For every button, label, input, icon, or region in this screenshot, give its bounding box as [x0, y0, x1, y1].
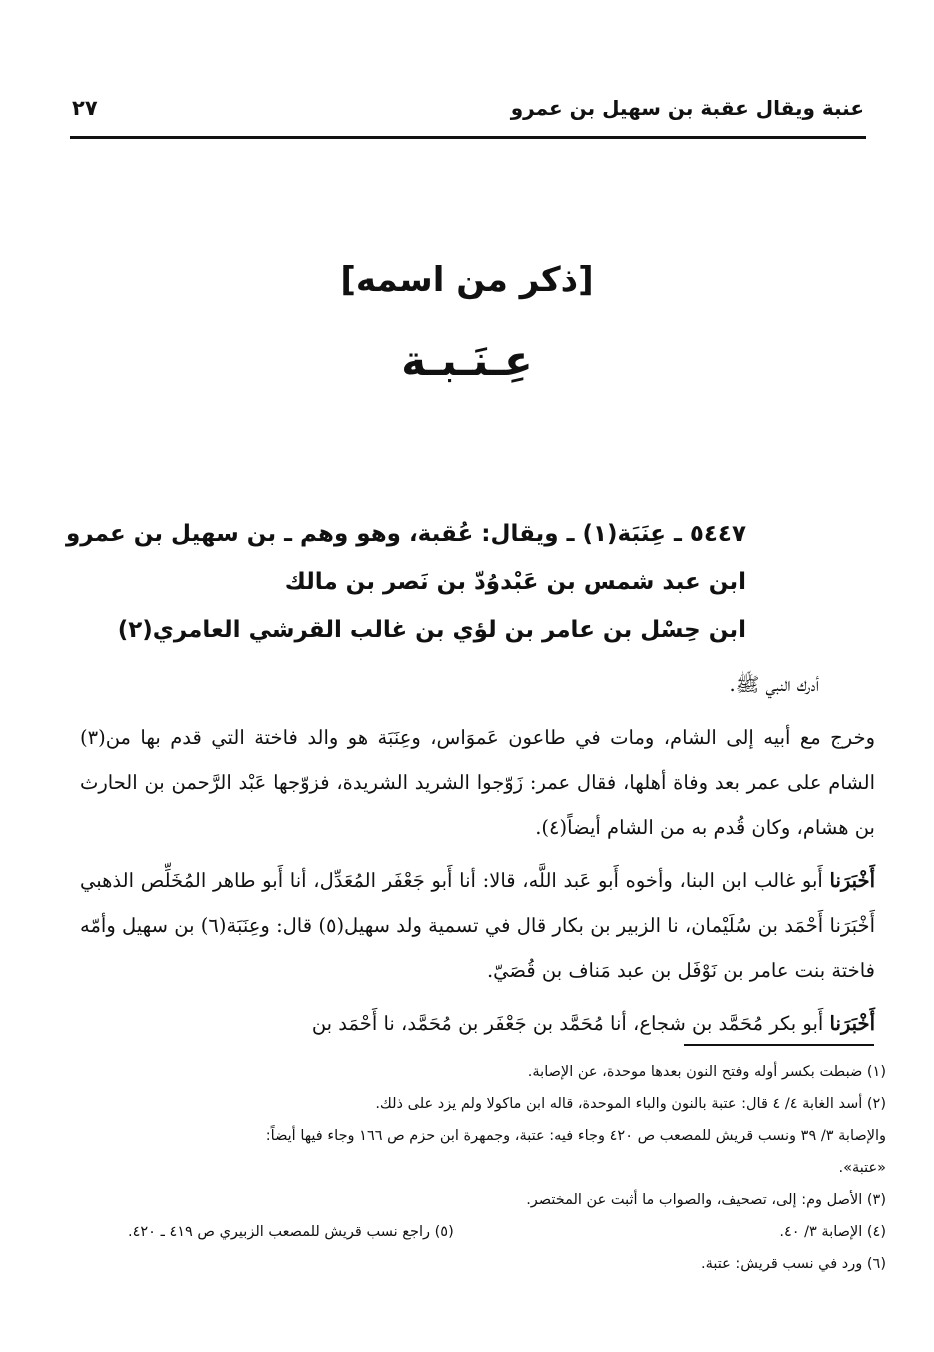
entry-line-3: ابن حِسْل بن عامر بن لؤي بن غالب القرشي العامري(٢): [117, 617, 746, 643]
footnote-4: (٤) الإصابة ٣/ ٤٠.: [779, 1224, 886, 1240]
section-title: [ذكر من اسمه]: [340, 260, 594, 300]
body-text: [80, 662, 875, 1054]
footnote-row-4-5: [78, 1216, 886, 1248]
paragraph-3-text: أَبو غالب ابن البنا، وأخوه أَبو عَبد اللَّه، قالا: أنا أَبو جَعْفَر المُعَدِّل، أنا أَبو طاهر المُخَلِّص الذهبي أَخْبَرَنا أَحْمَد بن سُلَيْمان، نا الزبير بن بكار قال في تسمية ولد سهيل(٥) قال: وعِنَبَة(٦) بن سهيل وأمّه فاختة بنت عامر بن نَوْفَل بن عبد مَناف بن قُصَيّ.: [80, 869, 875, 982]
footnote-2: (٢) أسد الغابة ٤/ ٤ قال: عتبة بالنون والباء الموحدة، قاله ابن ماكولا ولم يزد على ذلك.: [375, 1096, 886, 1112]
running-header-title: عنبة ويقال عقبة بن سهيل بن عمرو: [510, 96, 864, 120]
footnote-rule: [684, 1044, 874, 1046]
paragraph-3: [80, 858, 875, 993]
entry-heading: [65, 510, 746, 654]
footnote-2-continued: والإصابة ٣/ ٣٩ ونسب قريش للمصعب ص ٤٢٠ وجاء فيه: عتبة، وجمهرة ابن حزم ص ١٦٦ وجاء فيها أيضاً:: [265, 1128, 886, 1144]
entry-name-heading: عِـنَـبـة: [401, 336, 533, 385]
footnote-3: (٣) الأصل وم: إلى، تصحيف، والصواب ما أثبت عن المختصر.: [526, 1192, 886, 1208]
paragraph-1: أدرك النبي ﷺ.: [729, 673, 819, 696]
footnote-2-continued-end: «عتبة».: [838, 1160, 886, 1176]
page-number: ٢٧: [72, 96, 98, 120]
footnotes: [78, 1056, 886, 1280]
header-rule: [70, 136, 866, 139]
paragraph-2: وخرج مع أبيه إلى الشام، ومات في طاعون عَموَاس، وعِنَبَة هو والد فاختة التي قدم بها من(٣) الشام على عمر بعد وفاة أهلها، فقال عمر: زَوّجوا الشريد الشريدة، فزوّجها عَبْد الرَّحمن بن الحارث بن هشام، وكان قُدم به من الشام أيضاً(٤).: [80, 726, 875, 839]
entry-line-2: ابن عبد شمس بن عَبْدوُدّ بن نَصر بن مالك: [284, 569, 746, 595]
entry-line-1: ٥٤٤٧ ـ عِنَبَة(١) ـ ويقال: عُقبة، وهو وهم ـ بن سهيل بن عمرو: [65, 521, 746, 547]
running-header: [72, 96, 864, 136]
isnad-lead: أَخْبَرَنا: [829, 869, 875, 892]
footnote-6: (٦) ورد في نسب قريش: عتبة.: [701, 1256, 886, 1272]
isnad-lead: أَخْبَرَنا: [829, 1012, 875, 1035]
footnote-1: (١) ضبطت بكسر أوله وفتح النون بعدها موحدة، عن الإصابة.: [527, 1064, 886, 1080]
footnote-5: (٥) راجع نسب قريش للمصعب الزبيري ص ٤١٩ ـ ٤٢٠.: [128, 1224, 454, 1240]
paragraph-4-text: أَبو بكر مُحَمَّد بن شجاع، أنا مُحَمَّد بن جَعْفَر بن مُحَمَّد، نا أَحْمَد بن: [311, 1012, 830, 1035]
paragraph-4: [80, 1001, 875, 1046]
